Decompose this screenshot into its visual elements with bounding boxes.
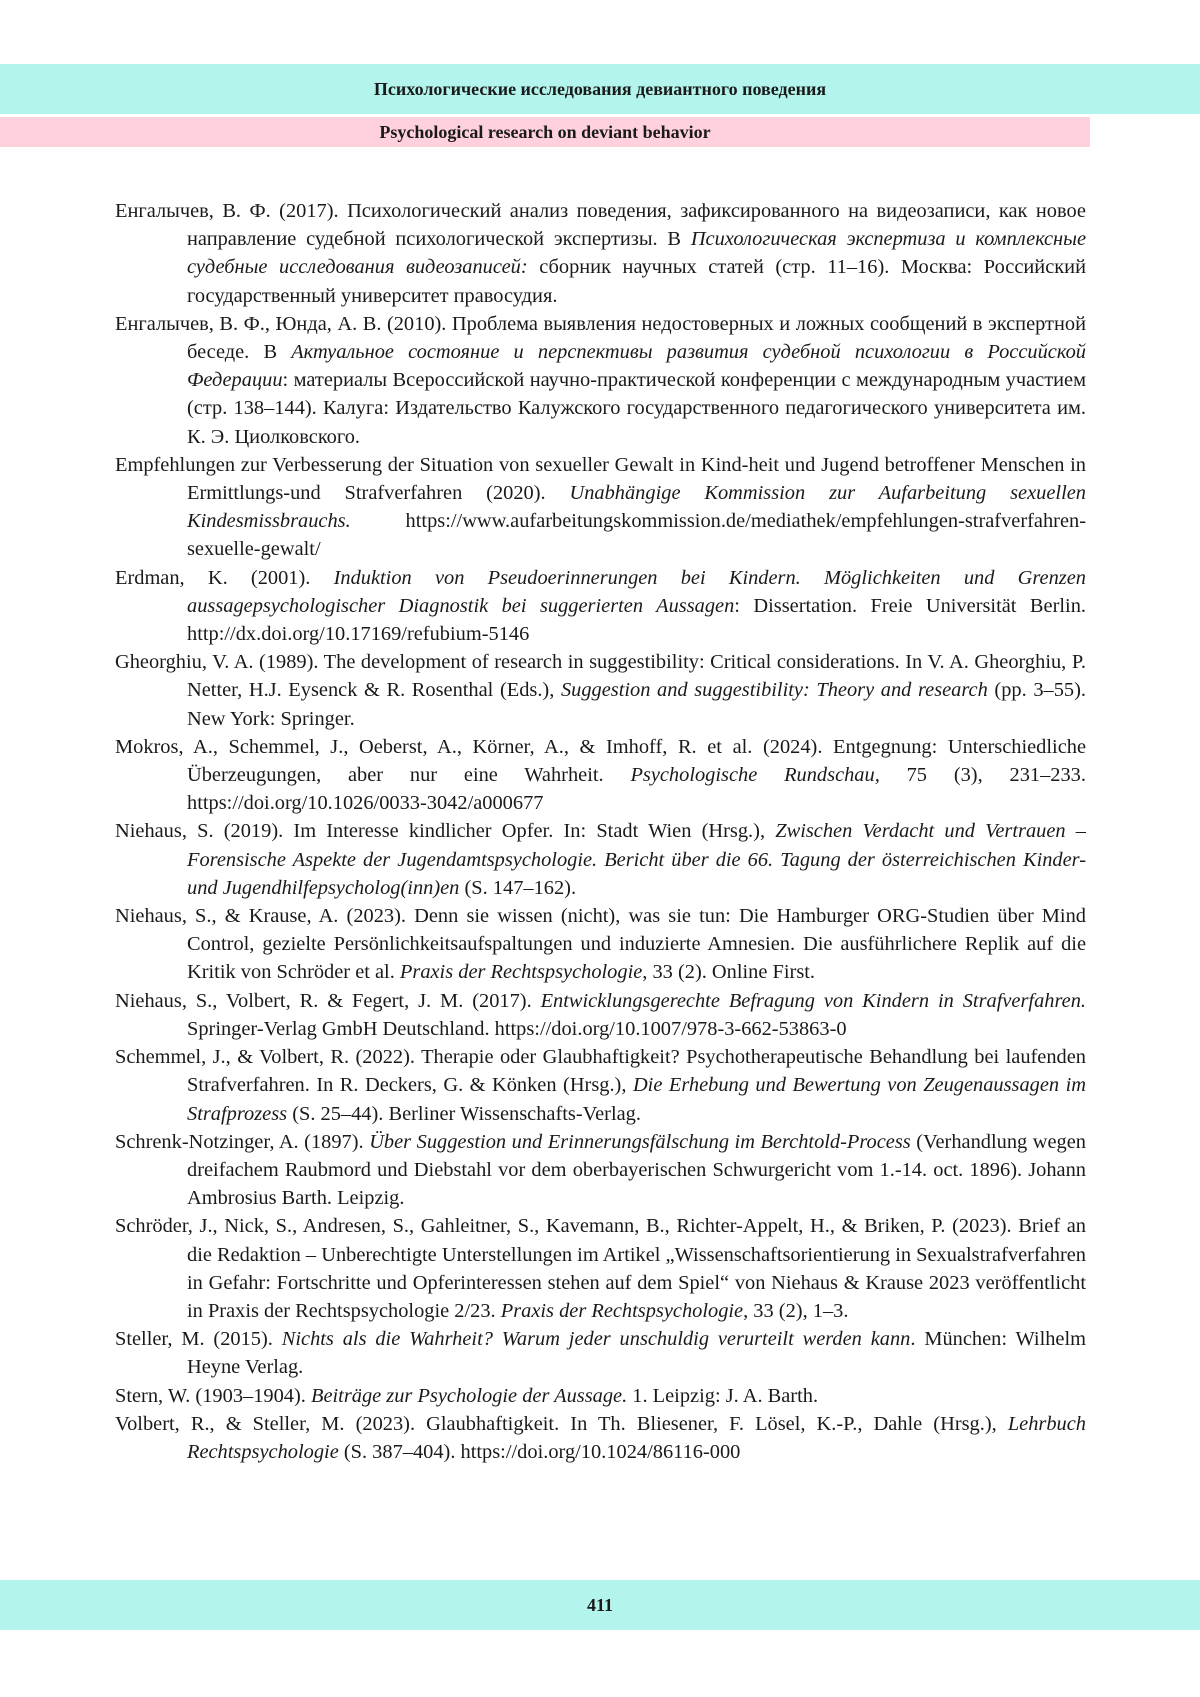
reference-item: Niehaus, S., Volbert, R. & Fegert, J. M. (2017). Entwicklungsgerechte Befragung von Kindern in Strafverfahren. Springer-Verlag GmbH Deutschland. https://doi.org/10.1007/978-3-662-53863-0 bbox=[115, 989, 1086, 1040]
reference-item: Niehaus, S. (2019). Im Interesse kindlicher Opfer. In: Stadt Wien (Hrsg.), Zwischen Verdacht und Vertrauen – Forensische Aspekte der Jugendamtspsychologie. Bericht über die 66. Tagung der österreichischen Kinder- und Jugendhilfepsycholog(inn)en (S. 147–162). bbox=[115, 820, 1086, 899]
reference-item: Stern, W. (1903–1904). Beiträge zur Psychologie der Aussage. 1. Leipzig: J. A. Barth. bbox=[115, 1384, 819, 1407]
reference-item: Енгалычев, В. Ф. (2017). Психологический анализ поведения, зафиксированного на видеозаписи, как новое направление судебной психологической экспертизы. В Психологическая экспертиза и комплексные судебные исследования видеозаписей: сборник научных статей (стр. 11–16). Москва: Российский государственный университет правосудия. bbox=[115, 200, 1086, 307]
reference-item: Mokros, A., Schemmel, J., Oeberst, A., Körner, A., & Imhoff, R. et al. (2024). Entgegnung: Unterschiedliche Überzeugungen, aber nur eine Wahrheit. Psychologische Rundschau, 75 (3), 231–233. https://doi.org/10.1026/0033-3042/a000677 bbox=[115, 735, 1086, 815]
reference-item: Steller, M. (2015). Nichts als die Wahrheit? Warum jeder unschuldig verurteilt werden kann. München: Wilhelm Heyne Verlag. bbox=[115, 1328, 1087, 1379]
reference-list bbox=[115, 197, 1086, 1466]
section-title-en-text: Psychological research on deviant behavior bbox=[379, 121, 711, 142]
journal-section-title-ru bbox=[0, 64, 1200, 114]
reference-item: Schröder, J., Nick, S., Andresen, S., Gahleitner, S., Kavemann, B., Richter-Appelt, H., & Briken, P. (2023). Brief an die Redaktion – Unberechtigte Unterstellungen im Artikel „Wissenschaftsorientierung in Sexualstrafverfahren in Gefahr: Fortschritte und Opferinteressen stehen auf dem Spiel“ von Niehaus & Krause 2023 veröffentlicht in Praxis der Rechtspsychologie 2/23. Praxis der Rechtspsychologie, 33 (2), 1–3. bbox=[115, 1215, 1086, 1322]
reference-item: Schemmel, J., & Volbert, R. (2022). Therapie oder Glaubhaftigkeit? Psychotherapeutische Behandlung bei laufenden Strafverfahren. In R. Deckers, G. & Könken (Hrsg.), Die Erhebung und Bewertung von Zeugenaussagen im Strafprozess (S. 25–44). Berliner Wissenschafts-Verlag. bbox=[115, 1046, 1086, 1125]
page-number: 411 bbox=[586, 1594, 613, 1615]
page-footer bbox=[0, 1580, 1200, 1630]
reference-item: Empfehlungen zur Verbesserung der Situation von sexueller Gewalt in Kind-heit und Jugend betroffener Menschen in Ermittlungs-und Strafverfahren (2020). Unabhängige Kommission zur Aufarbeitung sexuellen Kindesmissbrauchs. https://www.aufarbeitungskommission.de/mediathek/empfehlungen-strafverfahren-sexuelle-gewalt/ bbox=[115, 453, 1086, 561]
reference-item: Erdman, K. (2001). Induktion von Pseudoerinnerungen bei Kindern. Möglichkeiten und Grenzen aussagepsychologischer Diagnostik bei suggerierten Aussagen: Dissertation. Freie Universität Berlin. http://dx.doi.org/10.17169/refubium-5146 bbox=[115, 566, 1086, 646]
section-title-ru-text: Психологические исследования девиантного поведения bbox=[373, 78, 827, 99]
reference-item: Volbert, R., & Steller, M. (2023). Glaubhaftigkeit. In Th. Bliesener, F. Lösel, K.-P., Dahle (Hrsg.), Lehrbuch Rechtspsychologie (S. 387–404). https://doi.org/10.1024/86116-000 bbox=[115, 1412, 1086, 1463]
reference-item: Енгалычев, В. Ф., Юнда, А. В. (2010). Проблема выявления недостоверных и ложных сообщений в экспертной беседе. В Актуальное состояние и перспективы развития судебной психологии в Российской Федерации: материалы Всероссийской научно-практической конференции с международным участием (стр. 138–144). Калуга: Издательство Калужского государственного педагогического университета им. К. Э. Циолковского. bbox=[115, 312, 1086, 448]
reference-item: Schrenk-Notzinger, A. (1897). Über Suggestion und Erinnerungsfälschung im Berchtold-Process (Verhandlung wegen dreifachem Raubmord und Diebstahl vor dem oberbayerischen Schwurgericht vom 1.-14. oct. 1896). Johann Ambrosius Barth. Leipzig. bbox=[115, 1130, 1086, 1210]
reference-item: Niehaus, S., & Krause, A. (2023). Denn sie wissen (nicht), was sie tun: Die Hamburger ORG-Studien über Mind Control, gezielte Persönlichkeitsaufspaltungen und induzierte Amnesien. Die ausführlichere Replik auf die Kritik von Schröder et al. Praxis der Rechtspsychologie, 33 (2). Online First. bbox=[115, 905, 1086, 984]
reference-item: Gheorghiu, V. A. (1989). The development of research in suggestibility: Critical considerations. In V. A. Gheorghiu, P. Netter, H.J. Eysenck & R. Rosenthal (Eds.), Suggestion and suggestibility: Theory and research (pp. 3–55). New York: Springer. bbox=[115, 651, 1086, 730]
journal-section-title-en bbox=[0, 117, 1090, 147]
